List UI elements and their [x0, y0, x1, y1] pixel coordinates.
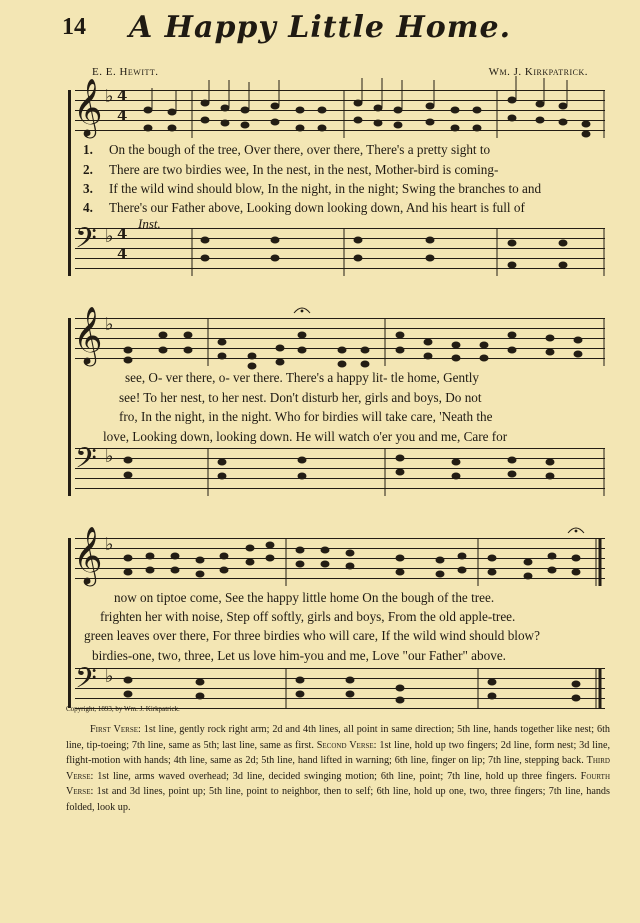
motion-directions — [66, 722, 610, 815]
verse-line: 4. There's our Father above, Looking down looking down, And his heart is full of — [83, 200, 525, 215]
bass-clef-icon: 𝄢 — [75, 222, 97, 262]
verse-line: green leaves over there, For three birdies who will care, If the wild wind should blow? — [84, 628, 540, 643]
composer: Wm. J. Kirkpatrick. — [488, 66, 588, 78]
verse-line: 3. If the wild wind should blow, In the night, in the night; Swing the branches to and — [83, 181, 542, 196]
verse-line: fro, In the night, in the night. Who for birdies will take care, 'Neath the — [119, 409, 493, 424]
bass-clef-icon: 𝄢 — [75, 442, 97, 482]
copyright-notice: Copyright, 1893, by Wm. J. Kirkpatrick. — [66, 705, 180, 713]
key-signature-icon: ♭ — [105, 446, 114, 467]
key-signature-icon: ♭ — [105, 534, 114, 555]
fourth-verse-text: 1st and 3d lines, point up; 5th line, point to neighbor, then to self; 6th line, hold up one, two, three fingers; 7th line, hands folded, look up. — [66, 786, 610, 813]
page-number: 14 — [62, 14, 86, 40]
second-verse-text: 1st line, hold up two fingers; 2d line, form nest; 3d line, flight-motion with hands; 4th line, same as 2d; 5th line, hand lifted in warning; 6th line, finger on lip; 7th line, stepping back. — [66, 739, 611, 766]
first-verse-text: 1st line, gently rock right arm; 2d and 4th lines, all point in same direction; 5th line, hands together like nest; 6th line, tip-toeing; 7th line, same as 5th; last line, same as first. — [66, 724, 611, 751]
key-signature-icon: ♭ — [105, 86, 114, 107]
key-signature-icon: ♭ — [105, 666, 114, 687]
key-signature-icon: ♭ — [105, 226, 114, 247]
treble-clef-icon: 𝄞 — [73, 78, 103, 136]
lyricist: E. E. Hewitt. — [92, 66, 159, 78]
third-verse-label: Third Verse: — [66, 755, 610, 782]
time-signature-icon: 4 4 — [117, 225, 128, 263]
verse-line: see, O- ver there, o- ver there. There's a happy lit- tle home, Gently — [125, 370, 480, 385]
third-verse-text: 1st line, arms waved overhead; 3d line, decided swinging motion; 6th line, point; 7th line, hold up three fingers. — [97, 770, 577, 782]
time-signature-icon: 4 4 — [117, 87, 128, 125]
treble-clef-icon: 𝄞 — [73, 526, 103, 584]
bass-clef-icon: 𝄢 — [75, 662, 97, 702]
verse-line: now on tiptoe come, See the happy little home On the bough of the tree. — [114, 590, 495, 605]
fourth-verse-label: Fourth Verse: — [66, 770, 611, 797]
treble-clef-icon: 𝄞 — [73, 306, 103, 364]
hymn-title: A Happy Little Home. — [128, 10, 512, 45]
key-signature-icon: ♭ — [105, 314, 114, 335]
second-verse-label: Second Verse: — [316, 739, 377, 751]
verse-line: love, Looking down, looking down. He will watch o'er you and me, Care for — [103, 429, 508, 444]
verse-line: frighten her with noise, Step off softly, girls and boys, From the old apple-tree. — [100, 609, 516, 624]
verse-line: birdies-one, two, three, Let us love him-you and me, Love "our Father" above. — [92, 648, 506, 663]
verse-line: 1. On the bough of the tree, Over there, over there, There's a pretty sight to — [83, 142, 491, 157]
inst-label: Inst. — [138, 216, 161, 231]
verse-line: 2. There are two birdies wee, In the nest, in the nest, Mother-bird is coming- — [83, 162, 499, 177]
verse-line: see! To her nest, to her nest. Don't disturb her, girls and boys, Do not — [119, 390, 482, 405]
first-verse-label: First Verse: — [90, 724, 141, 735]
